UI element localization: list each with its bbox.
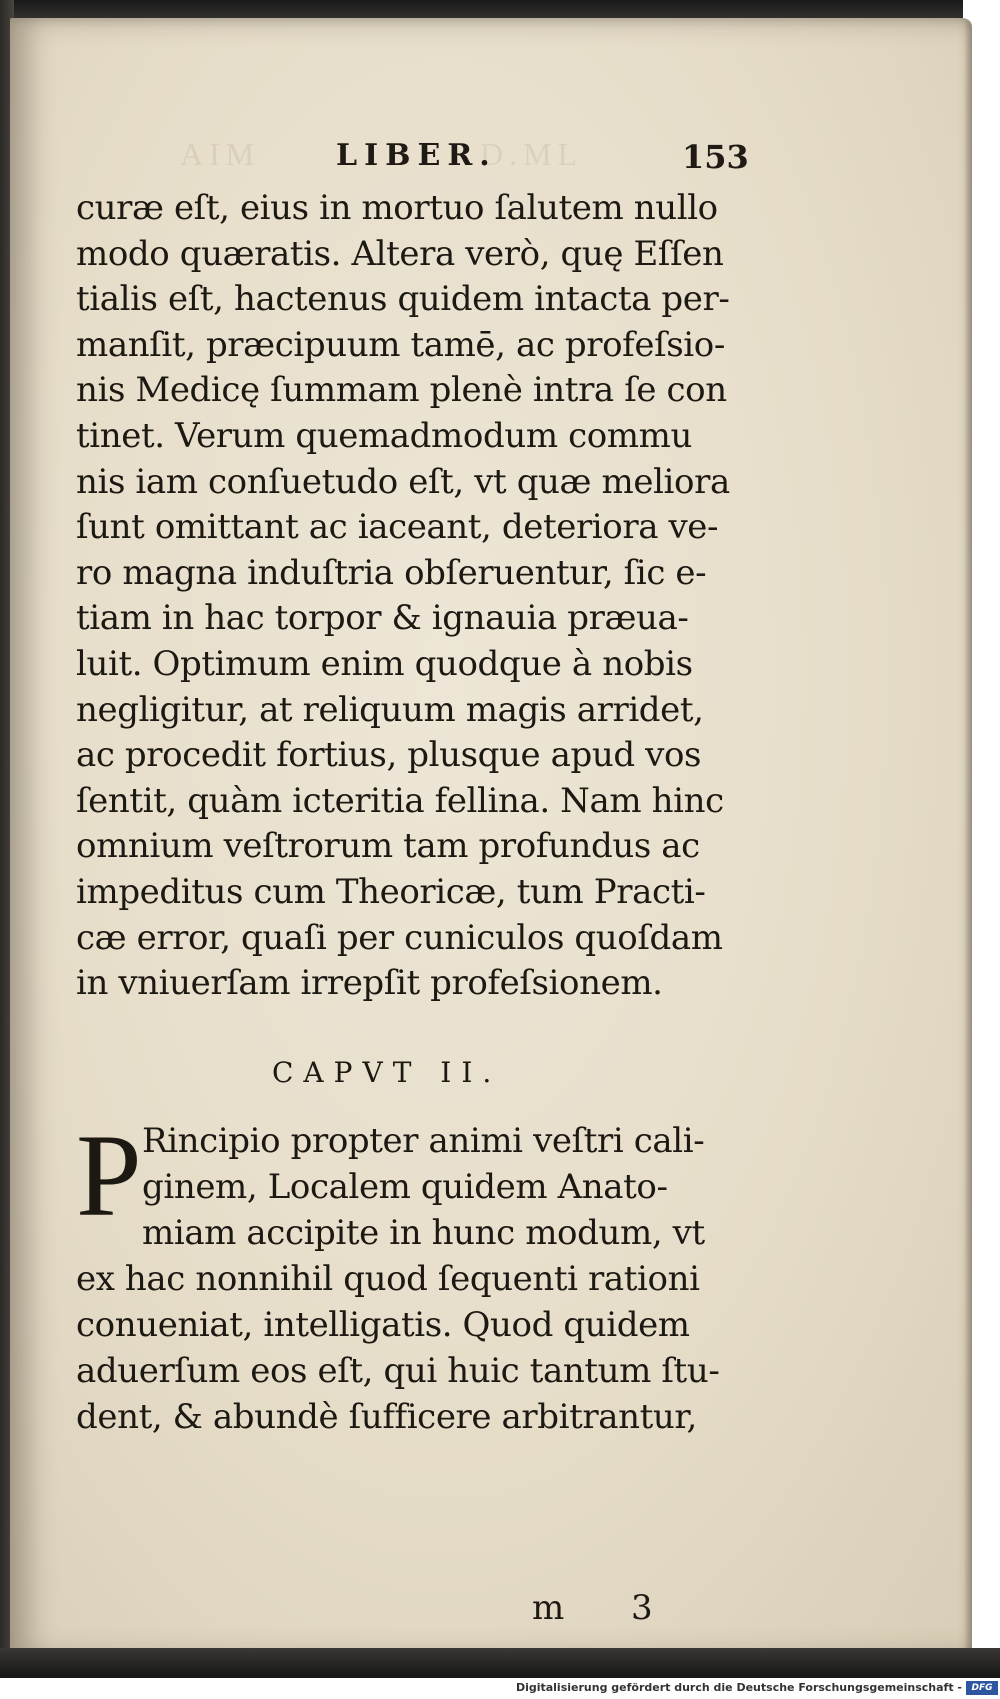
signature-mark: m 3 bbox=[532, 1588, 681, 1628]
text-line: cæ error, quaſi per cuniculos quoſdam bbox=[76, 917, 723, 958]
scan-bottom-edge bbox=[0, 1648, 1000, 1678]
text-line: in vniuerſam irrepſit profeſsionem. bbox=[76, 963, 663, 1004]
digitization-footer bbox=[0, 1678, 1000, 1699]
text-line: ginem, Localem quidem Anato- bbox=[142, 1167, 668, 1207]
text-line: ac procedit fortius, plusque apud vos bbox=[76, 735, 702, 776]
body-text bbox=[76, 186, 766, 1007]
text-line: ex hac nonnihil quod ſequenti rationi bbox=[76, 1259, 700, 1299]
text-line: conueniat, intelligatis. Quod quidem bbox=[76, 1305, 690, 1345]
text-line: ro magna induſtria obſeruentur, ſic e- bbox=[76, 552, 707, 593]
text-line: manſit, præcipuum tamē, ac profeſsio- bbox=[76, 324, 725, 365]
text-line: tialis eſt, hactenus quidem intacta per- bbox=[76, 279, 730, 320]
chapter-text bbox=[76, 1110, 776, 1440]
bleed-through-ghost-text: D.ML bbox=[480, 136, 584, 172]
text-line: curæ eſt, eius in mortuo ſalutem nullo bbox=[76, 188, 718, 228]
text-line: Rincipio propter animi veſtri cali- bbox=[142, 1121, 705, 1161]
text-line: ſentit, quàm icteritia fellina. Nam hinc bbox=[76, 780, 724, 821]
running-head-title: LIBER. bbox=[336, 138, 497, 173]
text-line: omnium veſtrorum tam profundus ac bbox=[76, 826, 700, 867]
text-line: negligitur, at reliquum magis arridet, bbox=[76, 689, 704, 730]
text-line: nis iam conſuetudo eſt, vt quæ meliora bbox=[76, 461, 730, 502]
text-line: nis Medicę ſummam plenè intra ſe con bbox=[76, 370, 727, 411]
text-line: luit. Optimum enim quodque à nobis bbox=[76, 643, 693, 684]
text-line: dent, & abundè ſufficere arbitrantur, bbox=[76, 1397, 697, 1437]
dfg-logo[interactable]: DFG bbox=[966, 1681, 998, 1695]
chapter-heading: CAPVT II. bbox=[272, 1056, 502, 1089]
text-line: impeditus cum Theoricæ, tum Practi- bbox=[76, 871, 706, 912]
text-line: miam accipite in hunc modum, vt bbox=[142, 1213, 705, 1253]
text-line: ſunt omittant ac iaceant, deteriora ve- bbox=[76, 507, 719, 548]
funding-credit: Digitalisierung gefördert durch die Deutsche Forschungsgemeinschaft - bbox=[515, 1681, 962, 1694]
text-line: tiam in hac torpor & ignauia præua- bbox=[76, 598, 689, 639]
page-number: 153 bbox=[682, 138, 749, 176]
book-page bbox=[10, 18, 972, 1658]
text-line: modo quæratis. Altera verò, quę Eſſen bbox=[76, 233, 724, 274]
text-line: aduerſum eos eſt, qui huic tantum ſtu- bbox=[76, 1351, 720, 1391]
drop-cap-initial: P bbox=[76, 1110, 142, 1241]
bleed-through-ghost-text: AIM bbox=[180, 136, 261, 172]
running-head bbox=[10, 128, 972, 176]
text-line: tinet. Verum quemadmodum commu bbox=[76, 415, 692, 456]
